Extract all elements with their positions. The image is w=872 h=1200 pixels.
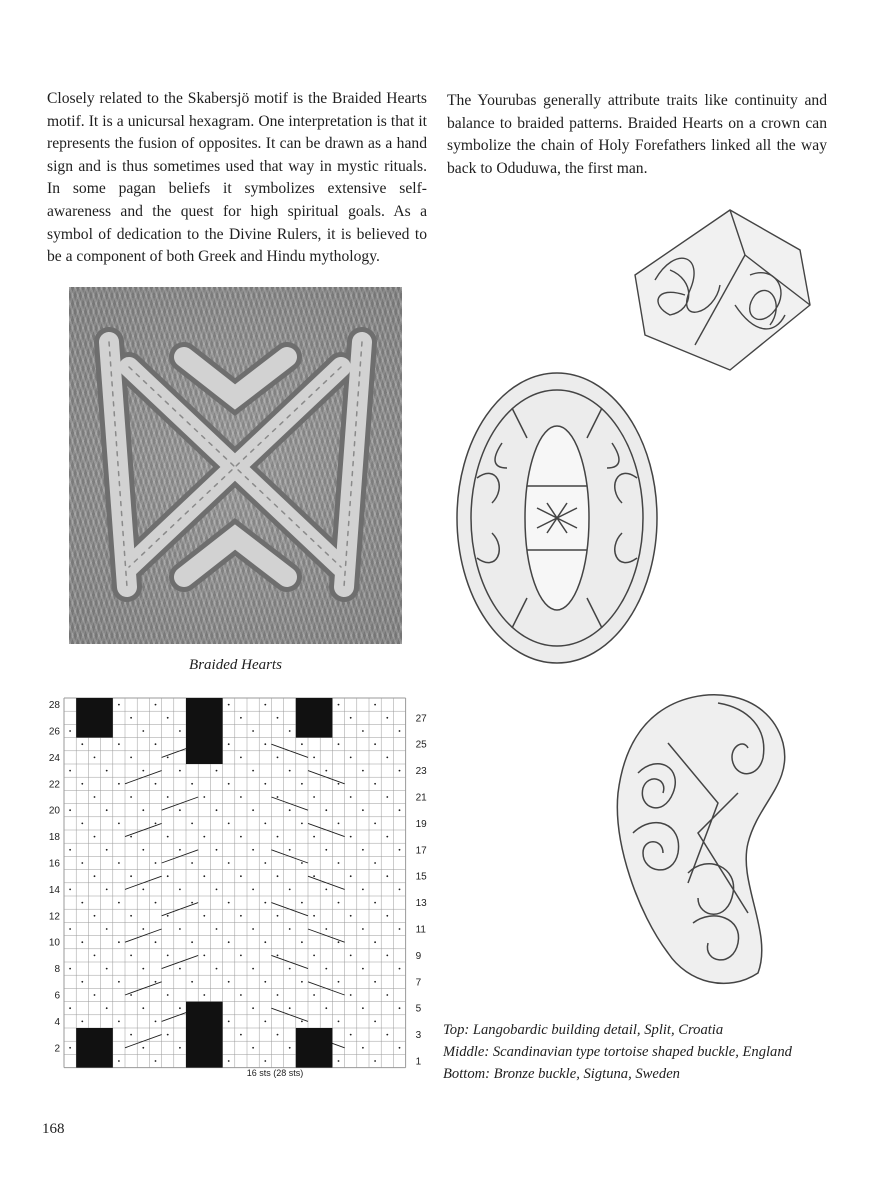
- purl-dot: [155, 941, 157, 943]
- row-label-right: 25: [415, 739, 427, 751]
- no-stitch-block: [296, 1028, 333, 1068]
- purl-dot: [313, 757, 315, 759]
- purl-dot: [179, 770, 181, 772]
- purl-dot: [362, 809, 364, 811]
- purl-dot: [325, 770, 327, 772]
- purl-dot: [313, 955, 315, 957]
- illustration-captions: [443, 1019, 843, 1085]
- row-label-left: 12: [48, 911, 60, 923]
- purl-dot: [191, 823, 193, 825]
- purl-dot: [264, 902, 266, 904]
- purl-dot: [228, 823, 230, 825]
- purl-dot: [325, 809, 327, 811]
- purl-dot: [142, 1007, 144, 1009]
- purl-dot: [252, 889, 254, 891]
- purl-dot: [350, 915, 352, 917]
- purl-dot: [386, 717, 388, 719]
- purl-dot: [277, 836, 279, 838]
- chart-footer-label: 16 sts (28 sts): [246, 1068, 304, 1078]
- purl-dot: [106, 770, 108, 772]
- purl-dot: [313, 796, 315, 798]
- purl-dot: [203, 994, 205, 996]
- row-label-right: 7: [415, 977, 422, 989]
- purl-dot: [81, 823, 83, 825]
- purl-dot: [81, 743, 83, 745]
- knitting-chart: [40, 695, 440, 1090]
- purl-dot: [277, 955, 279, 957]
- row-label-left: 26: [48, 726, 60, 738]
- purl-dot: [362, 849, 364, 851]
- purl-dot: [240, 915, 242, 917]
- purl-dot: [130, 836, 132, 838]
- purl-dot: [106, 809, 108, 811]
- purl-dot: [399, 809, 401, 811]
- purl-dot: [94, 915, 96, 917]
- purl-dot: [118, 862, 120, 864]
- purl-dot: [374, 704, 376, 706]
- purl-dot: [69, 770, 71, 772]
- purl-dot: [81, 862, 83, 864]
- purl-dot: [362, 889, 364, 891]
- purl-dot: [362, 968, 364, 970]
- purl-dot: [228, 743, 230, 745]
- purl-dot: [118, 743, 120, 745]
- purl-dot: [264, 783, 266, 785]
- purl-dot: [350, 875, 352, 877]
- purl-dot: [118, 981, 120, 983]
- purl-dot: [167, 836, 169, 838]
- purl-dot: [338, 823, 340, 825]
- purl-dot: [118, 704, 120, 706]
- purl-dot: [338, 1060, 340, 1062]
- purl-dot: [191, 941, 193, 943]
- row-label-right: 15: [415, 871, 427, 883]
- purl-dot: [264, 743, 266, 745]
- purl-dot: [155, 783, 157, 785]
- purl-dot: [155, 1021, 157, 1023]
- purl-dot: [155, 981, 157, 983]
- purl-dot: [203, 915, 205, 917]
- purl-dot: [240, 994, 242, 996]
- photo-caption: Braided Hearts: [189, 657, 282, 673]
- purl-dot: [252, 1007, 254, 1009]
- purl-dot: [167, 717, 169, 719]
- purl-dot: [216, 928, 218, 930]
- purl-dot: [228, 941, 230, 943]
- purl-dot: [277, 875, 279, 877]
- purl-dot: [264, 704, 266, 706]
- purl-dot: [350, 836, 352, 838]
- caption-top: Top: Langobardic building detail, Split, Croatia: [443, 1022, 724, 1038]
- purl-dot: [228, 1060, 230, 1062]
- purl-dot: [179, 928, 181, 930]
- purl-dot: [338, 783, 340, 785]
- row-label-left: 2: [54, 1043, 60, 1055]
- purl-dot: [399, 968, 401, 970]
- purl-dot: [155, 1060, 157, 1062]
- purl-dot: [301, 783, 303, 785]
- purl-dot: [277, 1034, 279, 1036]
- purl-dot: [155, 704, 157, 706]
- purl-dot: [142, 968, 144, 970]
- purl-dot: [386, 994, 388, 996]
- purl-dot: [94, 836, 96, 838]
- purl-dot: [313, 994, 315, 996]
- purl-dot: [386, 1034, 388, 1036]
- purl-dot: [386, 875, 388, 877]
- purl-dot: [228, 981, 230, 983]
- purl-dot: [118, 783, 120, 785]
- purl-dot: [301, 981, 303, 983]
- purl-dot: [374, 1060, 376, 1062]
- purl-dot: [289, 1007, 291, 1009]
- row-label-right: 11: [415, 924, 426, 936]
- purl-dot: [264, 823, 266, 825]
- row-label-left: 16: [48, 858, 60, 870]
- purl-dot: [179, 889, 181, 891]
- purl-dot: [338, 704, 340, 706]
- no-stitch-block: [76, 1028, 113, 1068]
- purl-dot: [399, 849, 401, 851]
- left-paragraph: Closely related to the Skabersjö motif is the Braided Hearts motif. It is a unicursal hexagram. One interpretation is that it represents the fusion of opposites. It can be drawn as a hand sign and is thus sometimes used that way in mystic rituals. In some pagan beliefs it symbolizes extensive self-awareness and the quest for high spiritual goals. As a symbol of dedication to the Divine Rulers, it is believed to be a component of both Greek and Hindu mythology.: [47, 90, 427, 266]
- purl-dot: [106, 889, 108, 891]
- purl-dot: [167, 757, 169, 759]
- purl-dot: [277, 757, 279, 759]
- purl-dot: [240, 1034, 242, 1036]
- purl-dot: [216, 889, 218, 891]
- purl-dot: [338, 902, 340, 904]
- purl-dot: [142, 928, 144, 930]
- purl-dot: [94, 796, 96, 798]
- purl-dot: [130, 875, 132, 877]
- purl-dot: [69, 968, 71, 970]
- row-label-right: 27: [415, 713, 427, 725]
- purl-dot: [69, 849, 71, 851]
- purl-dot: [228, 704, 230, 706]
- purl-dot: [374, 941, 376, 943]
- purl-dot: [142, 889, 144, 891]
- purl-dot: [252, 968, 254, 970]
- row-label-left: 10: [48, 937, 60, 949]
- purl-dot: [142, 809, 144, 811]
- purl-dot: [289, 770, 291, 772]
- purl-dot: [350, 1034, 352, 1036]
- purl-dot: [106, 849, 108, 851]
- row-label-right: 23: [415, 766, 427, 778]
- purl-dot: [301, 862, 303, 864]
- purl-dot: [240, 717, 242, 719]
- purl-dot: [81, 1021, 83, 1023]
- purl-dot: [130, 757, 132, 759]
- purl-dot: [179, 1047, 181, 1049]
- purl-dot: [69, 928, 71, 930]
- purl-dot: [216, 809, 218, 811]
- purl-dot: [142, 730, 144, 732]
- purl-dot: [240, 955, 242, 957]
- purl-dot: [374, 823, 376, 825]
- purl-dot: [106, 968, 108, 970]
- purl-dot: [216, 968, 218, 970]
- row-label-left: 24: [48, 752, 60, 764]
- purl-dot: [118, 1021, 120, 1023]
- purl-dot: [252, 928, 254, 930]
- caption-middle: Middle: Scandinavian type tortoise shaped buckle, England: [443, 1044, 792, 1060]
- row-label-left: 8: [54, 964, 60, 976]
- purl-dot: [69, 730, 71, 732]
- purl-dot: [374, 783, 376, 785]
- purl-dot: [289, 730, 291, 732]
- purl-dot: [399, 730, 401, 732]
- row-label-left: 14: [48, 884, 60, 896]
- purl-dot: [374, 862, 376, 864]
- purl-dot: [179, 849, 181, 851]
- purl-dot: [313, 875, 315, 877]
- purl-dot: [216, 770, 218, 772]
- purl-dot: [118, 902, 120, 904]
- purl-dot: [240, 875, 242, 877]
- purl-dot: [338, 743, 340, 745]
- purl-dot: [350, 796, 352, 798]
- purl-dot: [399, 928, 401, 930]
- purl-dot: [313, 915, 315, 917]
- purl-dot: [301, 823, 303, 825]
- no-stitch-block: [186, 1002, 223, 1068]
- purl-dot: [399, 1047, 401, 1049]
- purl-dot: [191, 783, 193, 785]
- purl-dot: [325, 889, 327, 891]
- purl-dot: [118, 823, 120, 825]
- purl-dot: [374, 981, 376, 983]
- purl-dot: [240, 757, 242, 759]
- row-label-left: 6: [54, 990, 60, 1002]
- purl-dot: [240, 796, 242, 798]
- purl-dot: [69, 1047, 71, 1049]
- row-label-right: 3: [415, 1030, 422, 1042]
- purl-dot: [142, 770, 144, 772]
- purl-dot: [203, 836, 205, 838]
- purl-dot: [362, 770, 364, 772]
- purl-dot: [81, 981, 83, 983]
- purl-dot: [264, 1021, 266, 1023]
- purl-dot: [264, 862, 266, 864]
- purl-dot: [228, 783, 230, 785]
- purl-dot: [167, 875, 169, 877]
- purl-dot: [325, 1007, 327, 1009]
- row-label-right: 9: [415, 950, 422, 962]
- purl-dot: [130, 1034, 132, 1036]
- purl-dot: [81, 902, 83, 904]
- purl-dot: [130, 955, 132, 957]
- purl-dot: [301, 902, 303, 904]
- no-stitch-block: [186, 698, 223, 764]
- purl-dot: [69, 809, 71, 811]
- purl-dot: [399, 889, 401, 891]
- purl-dot: [277, 796, 279, 798]
- purl-dot: [264, 981, 266, 983]
- purl-dot: [289, 849, 291, 851]
- purl-dot: [155, 743, 157, 745]
- purl-dot: [106, 1007, 108, 1009]
- purl-dot: [252, 770, 254, 772]
- purl-dot: [191, 981, 193, 983]
- purl-dot: [106, 928, 108, 930]
- langobardic-building-detail-illustration: [625, 195, 820, 385]
- purl-dot: [94, 875, 96, 877]
- purl-dot: [228, 902, 230, 904]
- purl-dot: [325, 928, 327, 930]
- purl-dot: [362, 730, 364, 732]
- purl-dot: [179, 730, 181, 732]
- purl-dot: [289, 968, 291, 970]
- purl-dot: [362, 1047, 364, 1049]
- purl-dot: [167, 1034, 169, 1036]
- purl-dot: [399, 770, 401, 772]
- purl-dot: [130, 915, 132, 917]
- purl-dot: [386, 796, 388, 798]
- purl-dot: [399, 1007, 401, 1009]
- purl-dot: [264, 941, 266, 943]
- purl-dot: [118, 941, 120, 943]
- purl-dot: [338, 862, 340, 864]
- purl-dot: [301, 743, 303, 745]
- row-label-left: 22: [48, 779, 60, 791]
- purl-dot: [289, 1047, 291, 1049]
- purl-dot: [338, 981, 340, 983]
- purl-dot: [142, 849, 144, 851]
- purl-dot: [130, 796, 132, 798]
- purl-dot: [374, 1021, 376, 1023]
- purl-dot: [325, 968, 327, 970]
- purl-dot: [252, 809, 254, 811]
- purl-dot: [264, 1060, 266, 1062]
- right-paragraph: The Yourubas generally attribute traits like continuity and balance to braided patterns. Braided Hearts on a crown can symbolize the chain of Holy Forefathers linked all the way back to Oduduwa, the first man.: [447, 92, 827, 177]
- purl-dot: [94, 757, 96, 759]
- bronze-buckle-illustration: [598, 683, 798, 993]
- purl-dot: [228, 1021, 230, 1023]
- purl-dot: [289, 889, 291, 891]
- purl-dot: [386, 955, 388, 957]
- purl-dot: [350, 994, 352, 996]
- purl-dot: [252, 849, 254, 851]
- purl-dot: [289, 928, 291, 930]
- purl-dot: [301, 941, 303, 943]
- purl-dot: [203, 796, 205, 798]
- purl-dot: [203, 875, 205, 877]
- purl-dot: [374, 902, 376, 904]
- row-label-right: 5: [415, 1003, 422, 1015]
- row-label-left: 4: [54, 1016, 60, 1028]
- purl-dot: [350, 717, 352, 719]
- purl-dot: [81, 941, 83, 943]
- purl-dot: [191, 862, 193, 864]
- purl-dot: [118, 1060, 120, 1062]
- purl-dot: [167, 955, 169, 957]
- no-stitch-block: [76, 698, 113, 738]
- purl-dot: [203, 955, 205, 957]
- purl-dot: [130, 717, 132, 719]
- row-label-left: 18: [48, 832, 60, 844]
- purl-dot: [301, 1021, 303, 1023]
- purl-dot: [277, 717, 279, 719]
- row-label-left: 20: [48, 805, 60, 817]
- purl-dot: [362, 928, 364, 930]
- purl-dot: [338, 1021, 340, 1023]
- purl-dot: [386, 757, 388, 759]
- purl-dot: [167, 796, 169, 798]
- row-label-right: 13: [415, 898, 427, 910]
- purl-dot: [130, 994, 132, 996]
- purl-dot: [167, 915, 169, 917]
- purl-dot: [362, 1007, 364, 1009]
- purl-dot: [216, 849, 218, 851]
- purl-dot: [191, 902, 193, 904]
- purl-dot: [69, 1007, 71, 1009]
- braided-hearts-knit-photo: [69, 287, 402, 644]
- purl-dot: [179, 968, 181, 970]
- purl-dot: [69, 889, 71, 891]
- purl-dot: [374, 743, 376, 745]
- purl-dot: [179, 809, 181, 811]
- row-label-right: 21: [415, 792, 427, 804]
- purl-dot: [167, 994, 169, 996]
- purl-dot: [142, 1047, 144, 1049]
- tortoise-buckle-illustration: [452, 368, 662, 668]
- purl-dot: [325, 849, 327, 851]
- purl-dot: [338, 941, 340, 943]
- purl-dot: [155, 823, 157, 825]
- row-label-right: 19: [415, 818, 427, 830]
- purl-dot: [277, 994, 279, 996]
- purl-dot: [81, 783, 83, 785]
- purl-dot: [252, 730, 254, 732]
- purl-dot: [155, 862, 157, 864]
- purl-dot: [94, 955, 96, 957]
- purl-dot: [252, 1047, 254, 1049]
- page-number: 168: [42, 1121, 65, 1137]
- row-label-left: 28: [48, 700, 60, 712]
- no-stitch-block: [296, 698, 333, 738]
- purl-dot: [350, 757, 352, 759]
- row-label-right: 17: [415, 845, 427, 857]
- purl-dot: [313, 836, 315, 838]
- purl-dot: [386, 836, 388, 838]
- caption-bottom: Bottom: Bronze buckle, Sigtuna, Sweden: [443, 1066, 680, 1082]
- purl-dot: [277, 915, 279, 917]
- purl-dot: [94, 994, 96, 996]
- purl-dot: [155, 902, 157, 904]
- purl-dot: [289, 809, 291, 811]
- purl-dot: [240, 836, 242, 838]
- purl-dot: [179, 1007, 181, 1009]
- purl-dot: [350, 955, 352, 957]
- row-label-right: 1: [415, 1056, 422, 1068]
- purl-dot: [228, 862, 230, 864]
- purl-dot: [386, 915, 388, 917]
